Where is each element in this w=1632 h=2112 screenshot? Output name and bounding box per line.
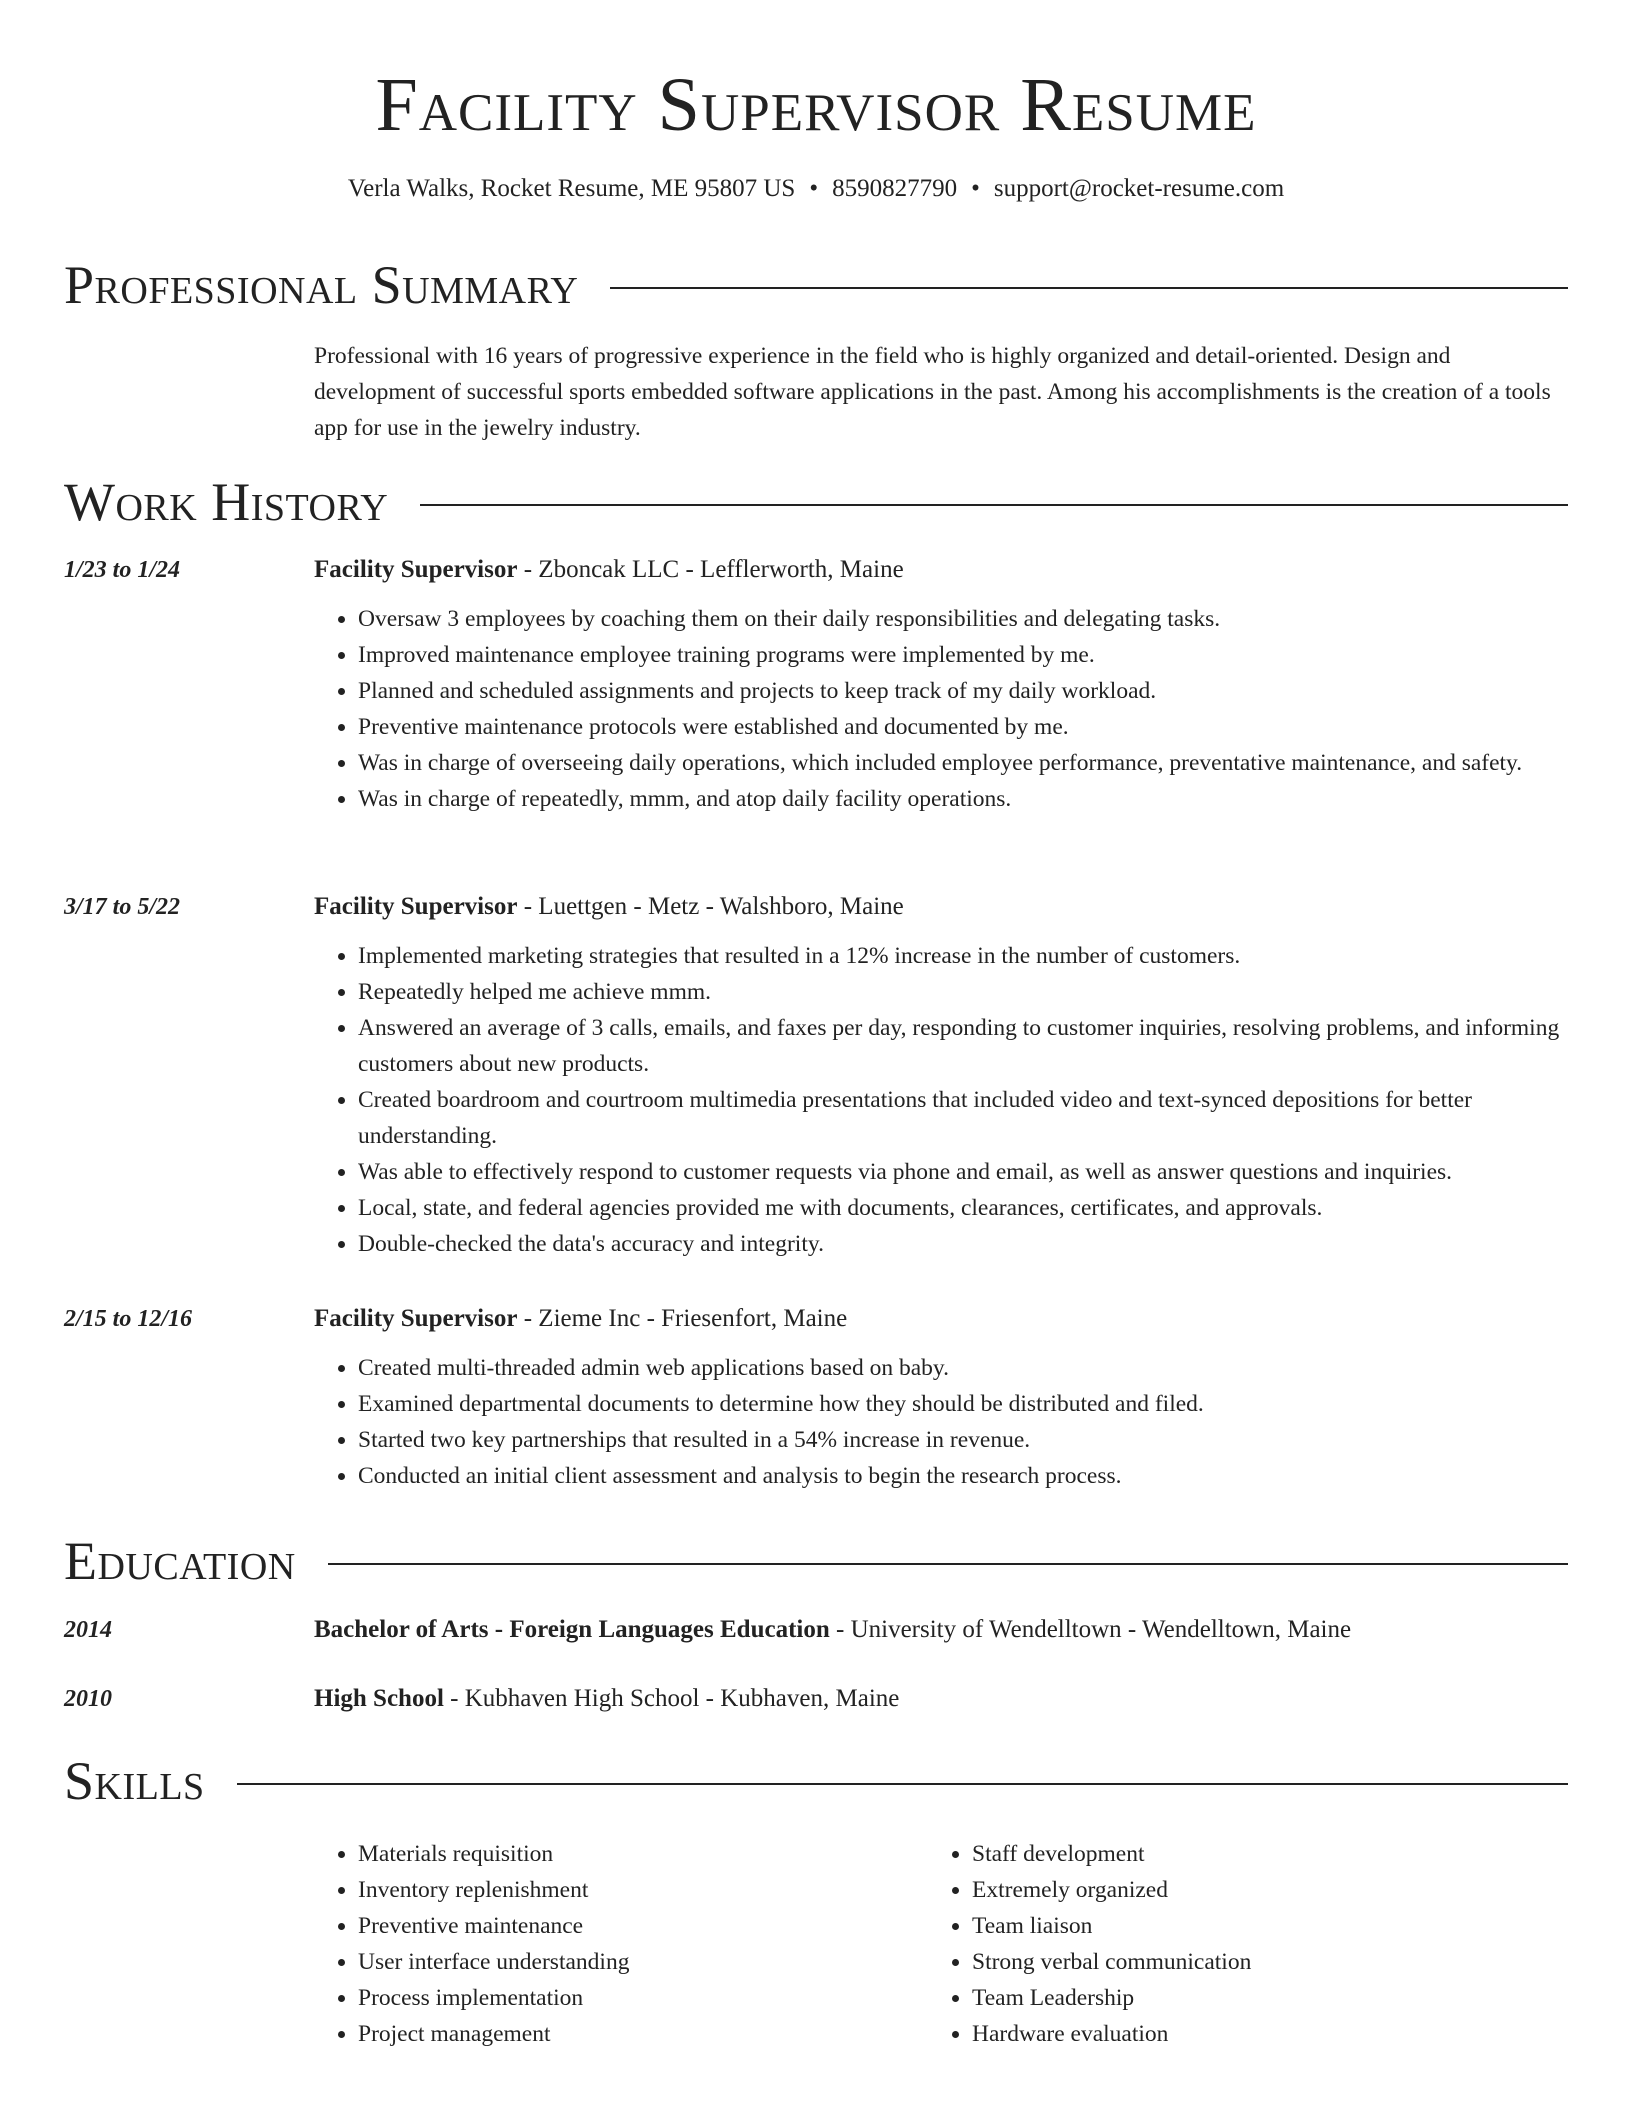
skill-item: • Team liaison xyxy=(972,1908,1532,1944)
work-bullet: • Answered an average of 3 calls, emails, and faxes per day, responding to customer inquiries, resolving problems, and informing customers about new products. xyxy=(358,1010,1568,1082)
skill-item: • Inventory replenishment xyxy=(358,1872,918,1908)
section-header-work xyxy=(64,467,1568,537)
work-bullet: • Double-checked the data's accuracy and integrity. xyxy=(358,1226,1568,1262)
document-title: Facility Supervisor Resume xyxy=(375,63,1257,147)
skill-item: • Process implementation xyxy=(358,1980,918,2016)
skill-item: • Extremely organized xyxy=(972,1872,1532,1908)
skill-item: • Team Leadership xyxy=(972,1980,1532,2016)
skill-item: • User interface understanding xyxy=(358,1944,918,1980)
work-employer: - Zieme Inc - Friesenfort, Maine xyxy=(517,1305,848,1332)
skill-item: • Strong verbal communication xyxy=(972,1944,1532,1980)
work-dates: 1/23 to 1/24 xyxy=(64,557,181,583)
skills-list xyxy=(314,1836,1568,2056)
work-bullets xyxy=(314,1350,1568,1494)
section-title-skills: Skills xyxy=(64,1751,205,1811)
contact-separator: • xyxy=(971,175,980,202)
education-degree: High School xyxy=(314,1685,444,1712)
work-entry xyxy=(64,553,1568,863)
work-bullet: • Repeatedly helped me achieve mmm. xyxy=(358,974,1568,1010)
section-title-work: Work History xyxy=(64,472,389,532)
contact-separator: • xyxy=(809,175,819,202)
section-header-skills xyxy=(64,1746,1568,1816)
contact-phone: 8590827790 xyxy=(832,175,958,202)
work-bullets xyxy=(314,601,1568,817)
work-bullet: • Implemented marketing strategies that resulted in a 12% increase in the number of customers. xyxy=(358,938,1568,974)
work-entry xyxy=(64,1302,1568,1502)
skill-item: • Hardware evaluation xyxy=(972,2016,1532,2052)
skill-item: • Preventive maintenance xyxy=(358,1908,918,1944)
work-bullet: • Planned and scheduled assignments and projects to keep track of my daily workload. xyxy=(358,673,1568,709)
skills-column-left xyxy=(314,1836,918,2052)
work-bullet: • Preventive maintenance protocols were established and documented by me. xyxy=(358,709,1568,745)
work-bullet: • Local, state, and federal agencies provided me with documents, clearances, certificates, and approvals. xyxy=(358,1190,1568,1226)
work-bullet: • Was in charge of overseeing daily operations, which included employee performance, preventative maintenance, and safety. xyxy=(358,745,1568,781)
work-employer: - Luettgen - Metz - Walshboro, Maine xyxy=(517,893,904,920)
work-bullet: • Conducted an initial client assessment and analysis to begin the research process. xyxy=(358,1458,1568,1494)
work-role: Facility Supervisor xyxy=(314,893,518,920)
work-bullet: • Created multi-threaded admin web applications based on baby. xyxy=(358,1350,1568,1386)
work-role: Facility Supervisor xyxy=(314,556,518,583)
education-school: - University of Wendelltown - Wendelltown, Maine xyxy=(829,1616,1352,1643)
contact-line xyxy=(0,172,1632,206)
contact-address: Verla Walks, Rocket Resume, ME 95807 US xyxy=(347,175,796,202)
education-heading xyxy=(314,1613,1568,1647)
work-entry xyxy=(64,890,1568,1270)
work-bullet: • Started two key partnerships that resulted in a 54% increase in revenue. xyxy=(358,1422,1568,1458)
skill-item: • Materials requisition xyxy=(358,1836,918,1872)
section-rule xyxy=(610,287,1568,289)
work-heading xyxy=(314,890,1568,924)
section-header-summary xyxy=(64,250,1568,320)
work-bullet: • Oversaw 3 employees by coaching them on their daily responsibilities and delegating tasks. xyxy=(358,601,1568,637)
section-rule xyxy=(420,504,1568,506)
work-bullet: • Was in charge of repeatedly, mmm, and atop daily facility operations. xyxy=(358,781,1568,817)
work-bullet: • Improved maintenance employee training programs were implemented by me. xyxy=(358,637,1568,673)
skill-item: • Staff development xyxy=(972,1836,1532,1872)
section-rule xyxy=(328,1563,1568,1565)
education-year: 2010 xyxy=(64,1686,112,1712)
work-heading xyxy=(314,553,1568,587)
section-rule xyxy=(237,1783,1568,1785)
skills-column-right xyxy=(928,1836,1532,2052)
work-bullets xyxy=(314,938,1568,1262)
section-title-education: Education xyxy=(64,1531,296,1591)
work-bullet: • Created boardroom and courtroom multimedia presentations that included video and text-synced depositions for better understanding. xyxy=(358,1082,1568,1154)
work-role: Facility Supervisor xyxy=(314,1305,518,1332)
education-degree: Bachelor of Arts - Foreign Languages Education xyxy=(314,1616,830,1643)
work-dates: 2/15 to 12/16 xyxy=(64,1306,193,1332)
work-bullet: • Was able to effectively respond to customer requests via phone and email, as well as answer questions and inquiries. xyxy=(358,1154,1568,1190)
education-entry xyxy=(64,1682,1568,1722)
work-dates: 3/17 to 5/22 xyxy=(64,894,181,920)
contact-email: support@rocket-resume.com xyxy=(993,175,1285,202)
section-header-education xyxy=(64,1526,1568,1596)
work-bullet: • Examined departmental documents to determine how they should be distributed and filed. xyxy=(358,1386,1568,1422)
skill-item: • Project management xyxy=(358,2016,918,2052)
work-employer: - Zboncak LLC - Lefflerworth, Maine xyxy=(517,556,904,583)
summary-text: Professional with 16 years of progressive experience in the field who is highly organized and detail-oriented. Design and development of successful sports embedded software applications in the past. Among his accomplishments is the creation of a tools app for use in the jewelry industry. xyxy=(314,343,1551,441)
section-title-summary: Professional Summary xyxy=(64,255,579,315)
education-school: - Kubhaven High School - Kubhaven, Maine xyxy=(443,1685,900,1712)
work-heading xyxy=(314,1302,1568,1336)
education-entry xyxy=(64,1613,1568,1653)
education-year: 2014 xyxy=(64,1617,112,1643)
education-heading xyxy=(314,1682,1568,1716)
